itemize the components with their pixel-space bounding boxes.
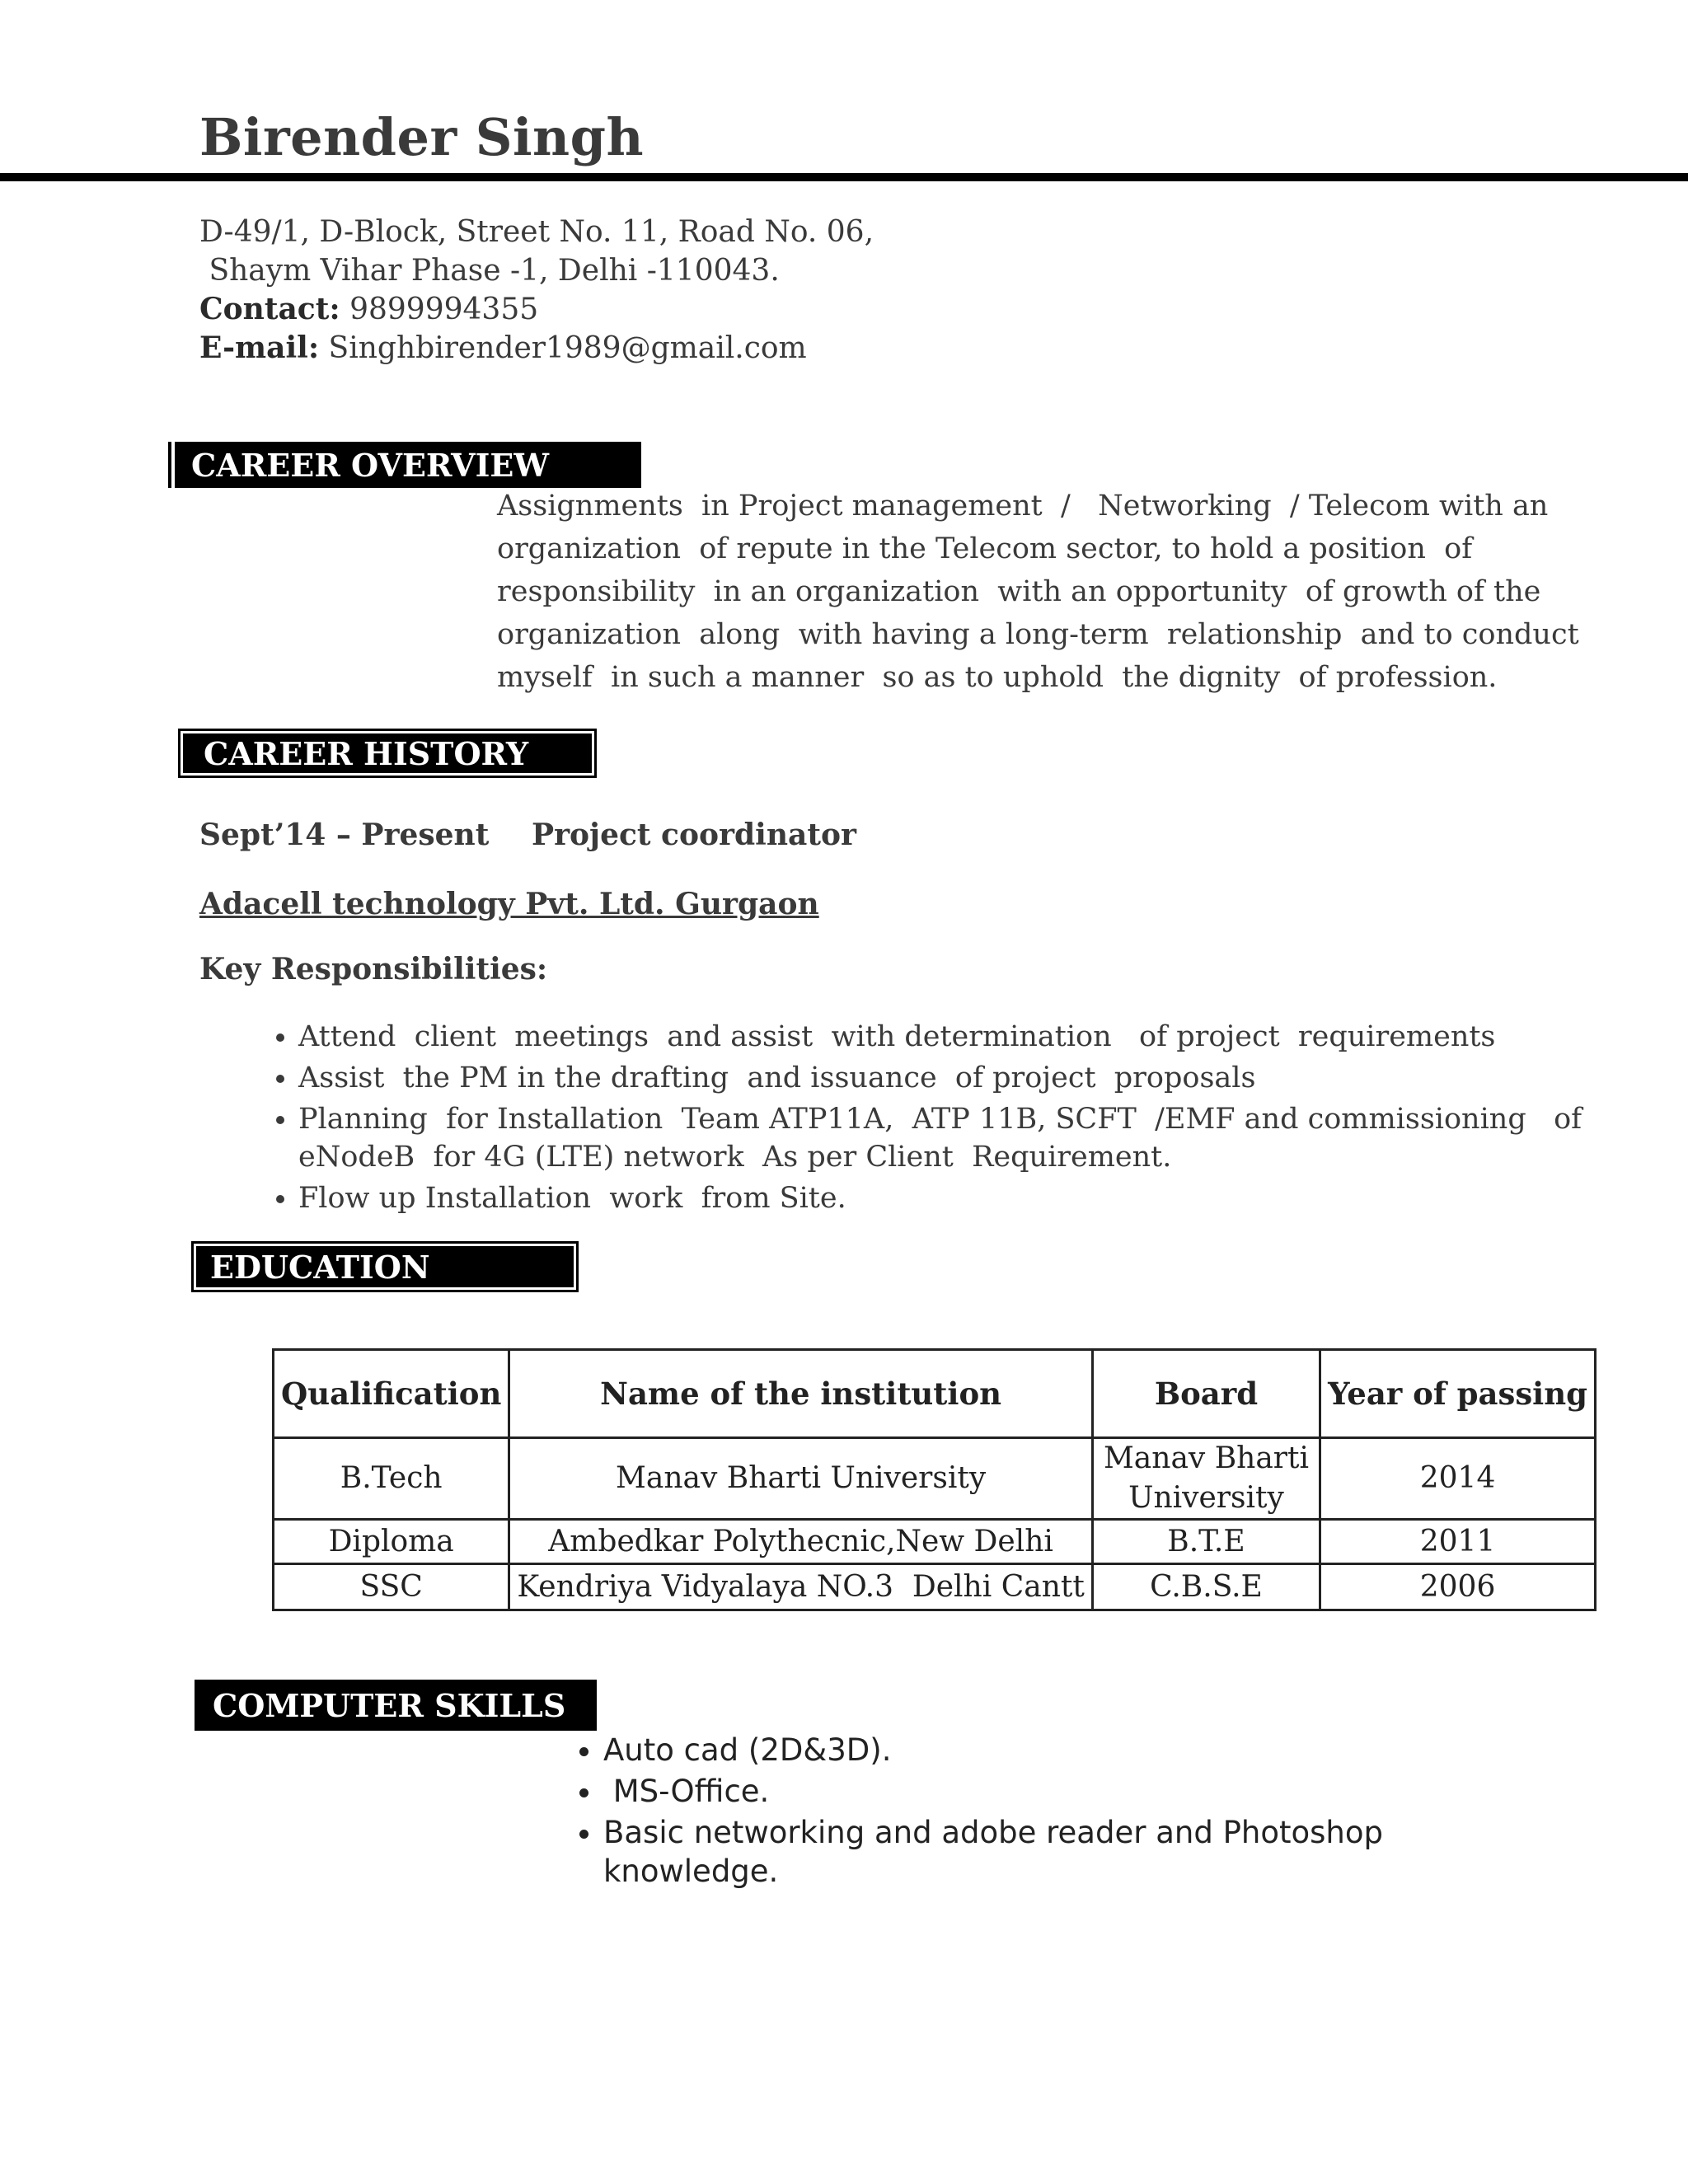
header-divider	[0, 173, 1688, 181]
table-cell: 2011	[1320, 1520, 1596, 1564]
list-item	[603, 1813, 1383, 1891]
table-cell: B.Tech	[274, 1438, 509, 1520]
list-item-line: knowledge.	[603, 1854, 779, 1889]
career-overview-text	[497, 485, 1579, 699]
contact-block	[199, 213, 874, 368]
overview-line: organization along with having a long-term relationship and to conduct	[497, 618, 1579, 651]
candidate-name: Birender Singh	[199, 107, 645, 167]
board-line: Manav Bharti	[1103, 1441, 1309, 1475]
list-item: • Flow up Installation work from Site.	[298, 1179, 1493, 1217]
responsibilities-list	[247, 1018, 1582, 1221]
career-history-heading: CAREER HISTORY	[178, 729, 597, 778]
address-line-1: D-49/1, D-Block, Street No. 11, Road No. 06,	[199, 215, 874, 249]
list-item: • Assist the PM in the drafting and issuance of project proposals	[298, 1059, 1493, 1097]
column-header: Year of passing	[1320, 1350, 1596, 1438]
address-line-2: Shaym Vihar Phase -1, Delhi -110043.	[199, 254, 780, 288]
table-cell: SSC	[274, 1564, 509, 1610]
table-cell	[1092, 1438, 1320, 1520]
table-cell: Kendriya Vidyalaya NO.3 Delhi Cantt	[509, 1564, 1092, 1610]
list-item: • Auto cad (2D&3D).	[603, 1731, 1383, 1769]
overview-line: Assignments in Project management / Networking / Telecom with an	[497, 490, 1549, 523]
column-header: Board	[1092, 1350, 1320, 1438]
list-item-line: Planning for Installation Team ATP11A, ATP 11B, SCFT /EMF and commissioning of	[298, 1103, 1582, 1136]
overview-line: responsibility in an organization with an opportunity of growth of the	[497, 575, 1541, 608]
contact-line	[199, 290, 874, 329]
education-table	[272, 1348, 1597, 1611]
skills-list	[552, 1731, 1383, 1893]
list-item-line: Basic networking and adobe reader and Photoshop	[603, 1815, 1383, 1850]
overview-line: myself in such a manner so as to uphold the dignity of profession.	[497, 661, 1498, 694]
job-period: Sept’14 – Present	[199, 818, 490, 852]
company-name: Adacell technology Pvt. Ltd. Gurgaon	[199, 887, 819, 921]
overview-line: organization of repute in the Telecom sector, to hold a position of	[497, 532, 1473, 565]
contact-number: 9899994355	[340, 293, 539, 326]
job-role: Project coordinator	[532, 818, 856, 852]
list-item	[298, 1100, 1582, 1176]
table-row	[274, 1520, 1596, 1564]
column-header: Name of the institution	[509, 1350, 1092, 1438]
table-header-row	[274, 1350, 1596, 1438]
table-cell: C.B.S.E	[1092, 1564, 1320, 1610]
career-overview-heading: CAREER OVERVIEW	[171, 442, 641, 488]
table-row	[274, 1564, 1596, 1610]
key-responsibilities-label: Key Responsibilities:	[199, 952, 548, 987]
table-cell: Ambedkar Polythecnic,New Delhi	[509, 1520, 1092, 1564]
list-item: • MS-Office.	[603, 1772, 1383, 1811]
table-cell: 2014	[1320, 1438, 1596, 1520]
table-cell: 2006	[1320, 1564, 1596, 1610]
list-item-line: eNodeB for 4G (LTE) network As per Client Requirement.	[298, 1141, 1172, 1174]
email-label: E-mail:	[199, 330, 320, 365]
table-cell: Manav Bharti University	[509, 1438, 1092, 1520]
table-row	[274, 1438, 1596, 1520]
contact-label: Contact:	[199, 292, 340, 326]
education-heading: EDUCATION	[191, 1241, 579, 1292]
column-header: Qualification	[274, 1350, 509, 1438]
list-item: • Attend client meetings and assist with determination of project requirements	[298, 1018, 1493, 1056]
board-line: University	[1128, 1481, 1284, 1515]
email-address: Singhbirender1989@gmail.com	[319, 331, 807, 365]
table-cell: Diploma	[274, 1520, 509, 1564]
table-cell: B.T.E	[1092, 1520, 1320, 1564]
email-line	[199, 329, 874, 368]
computer-skills-heading: COMPUTER SKILLS	[195, 1680, 597, 1731]
